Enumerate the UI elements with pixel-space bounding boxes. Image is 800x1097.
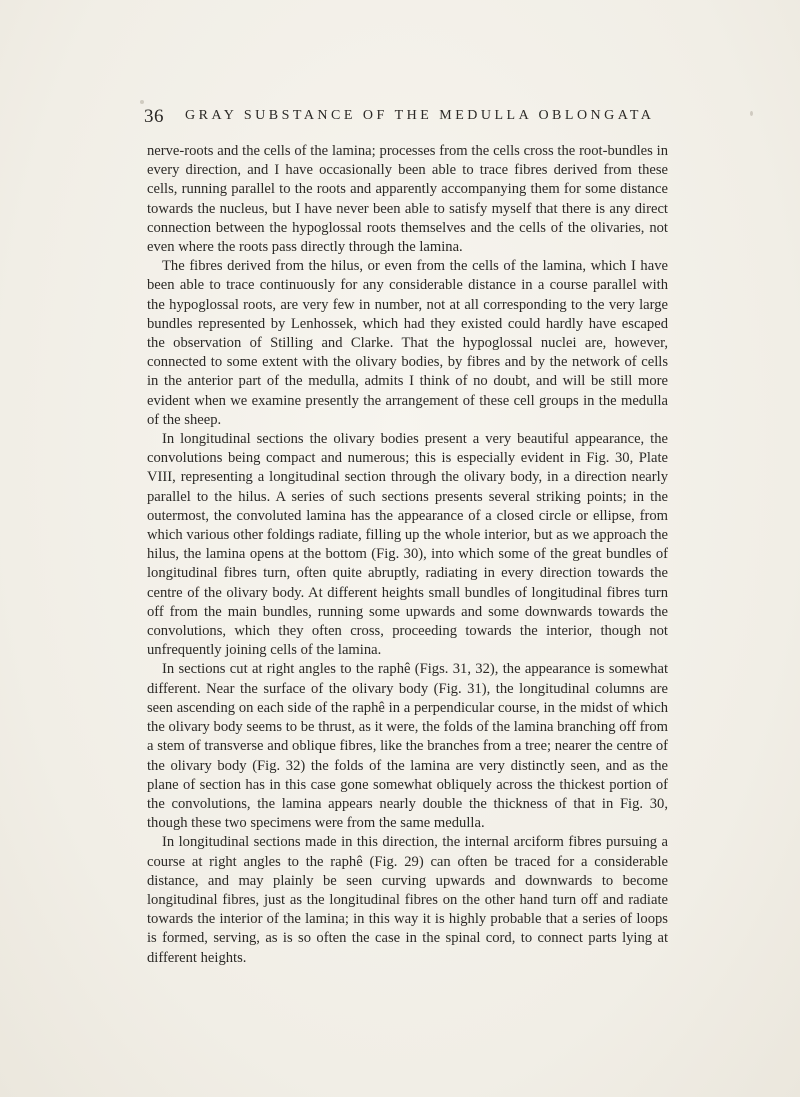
paragraph: In longitudinal sections made in this direction, the internal arciform fibres pursuing a course at right angles to the raphê (Fig. 29) can often be traced for a considerable distance, and may plainly be seen curving upwards and downwards to become longitudinal fibres, just as the longitudinal fibres on the other hand turn off and radiate towards the interior of the lamina; in this way it is highly probable that a series of loops is formed, serving, as is so often the case in the spinal cord, to connect parts lying at different heights. bbox=[147, 834, 668, 966]
running-head: GRAY SUBSTANCE OF THE MEDULLA OBLONGATA bbox=[185, 108, 655, 123]
paper-speck bbox=[140, 100, 144, 104]
paragraph: The fibres derived from the hilus, or even from the cells of the lamina, which I have been able to trace continuously for any considerable distance in a course parallel with the hypoglossal roots, are very few in number, not at all corresponding to the very large bundles represented by Lenhossek, which had they existed could hardly have escaped the observation of Stilling and Clarke. That the hypoglossal nuclei are, however, connected to some extent with the olivary bodies, by fibres and by the network of cells in the anterior part of the medulla, admits I think of no doubt, and will be still more evident when we examine presently the arrangement of these cell groups in the medulla of the sheep. bbox=[147, 258, 668, 428]
paragraph: In longitudinal sections the olivary bodies present a very beautiful appearance, the convolutions being compact and numerous; this is especially evident in Fig. 30, Plate VIII, representing a longitudinal section through the olivary body, in a direction nearly parallel to the hilus. A series of such sections presents several striking points; in the outermost, the convoluted lamina has the appearance of a closed circle or ellipse, from which various other foldings radiate, filling up the whole interior, but as we approach the hilus, the lamina opens at the bottom (Fig. 30), into which some of the great bundles of longitudinal fibres turn, often quite abruptly, radiating in every direction towards the centre of the olivary body. At different heights small bundles of longitudinal fibres turn off from the main bundles, running some upwards and some downwards towards the convolutions, which they often cross, proceeding towards the interior, though not unfrequently joining cells of the lamina. bbox=[147, 431, 668, 659]
paragraph: In sections cut at right angles to the raphê (Figs. 31, 32), the appearance is somewhat different. Near the surface of the olivary body (Fig. 31), the longitudinal columns are seen ascending on each side of the raphê in a perpendicular course, in the midst of which the olivary body seems to be thrust, as it were, the folds of the lamina branching off from a stem of transverse and oblique fibres, like the branches from a tree; nearer the centre of the olivary body (Fig. 32) the folds of the lamina are very distinctly seen, and as the plane of section has in this case gone somewhat obliquely across the thickest portion of the convolutions, the lamina appears nearly double the thickness of that in Fig. 30, though these two specimens were from the same medulla. bbox=[147, 661, 668, 832]
body-text bbox=[147, 142, 668, 968]
paragraph: nerve-roots and the cells of the lamina; processes from the cells cross the root-bundles in every direction, and I have occasionally been able to trace fibres derived from these cells, running parallel to the roots and apparently accompanying them for some distance towards the nucleus, but I have never been able to satisfy myself that there is any direct connection between the hypoglossal roots themselves and the cells of the olivaries, not even where the roots pass directly through the lamina. bbox=[147, 143, 668, 256]
page-number: 36 bbox=[144, 106, 164, 127]
page-header bbox=[144, 106, 664, 134]
paper-speck bbox=[750, 111, 753, 116]
